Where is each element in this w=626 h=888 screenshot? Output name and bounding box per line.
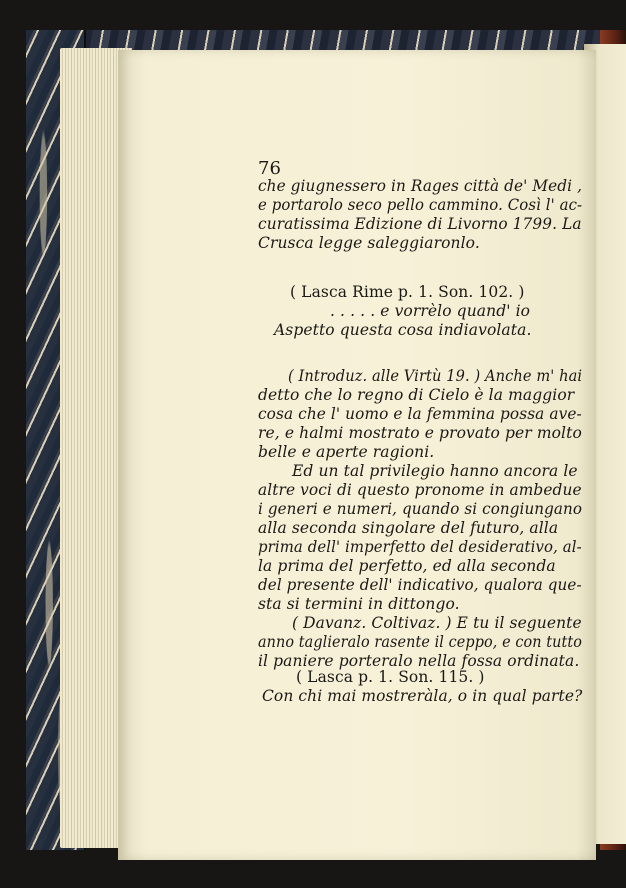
text-line: altre voci di questo pronome in ambedue — [258, 481, 582, 499]
text-line: ( Introduz. alle Virtù 19. ) Anche m' hai — [288, 367, 583, 385]
text-line: prima dell' imperfetto del desiderativo, al- — [258, 538, 582, 556]
text-line: detto che lo regno di Cielo è la maggior — [258, 386, 575, 404]
text-line: curatissima Edizione di Livorno 1799. La — [258, 215, 582, 233]
text-line: re, e halmi mostrato e provato per molto — [258, 424, 582, 442]
citation-line: ( Lasca Rime p. 1. Son. 102. ) — [290, 283, 525, 301]
text-line: i generi e numeri, quando si congiungano — [258, 500, 583, 518]
text-line: la prima del perfetto, ed alla seconda — [258, 557, 556, 575]
citation-line: ( Lasca p. 1. Son. 115. ) — [296, 668, 485, 686]
text-line: del presente dell' indicativo, qualora que- — [258, 576, 582, 594]
text-line: il paniere porteralo nella fossa ordinata. — [258, 652, 580, 670]
text-line: che giugnessero in Rages città de' Medi , — [258, 177, 583, 195]
verse-line: Con chi mai mostreràla, o in qual parte? — [262, 687, 583, 705]
text-line: cosa che l' uomo e la femmina possa ave- — [258, 405, 582, 423]
verse-line: Aspetto questa cosa indiavolata. — [274, 321, 532, 339]
text-line: e portarolo seco pello cammino. Così l' ac- — [258, 196, 583, 214]
text-line: Ed un tal privilegio hanno ancora le — [292, 462, 578, 480]
text-line: anno taglieralo rasente il ceppo, e con tutto — [258, 633, 583, 651]
text-line: Crusca legge saleggiaronlo. — [258, 234, 480, 252]
text-line: alla seconda singolare del futuro, alla — [258, 519, 559, 537]
text-line: sta si termini in dittongo. — [258, 595, 460, 613]
text-line: ( Davanz. Coltivaz. ) E tu il seguente — [292, 614, 582, 632]
text-line: belle e aperte ragioni. — [258, 443, 435, 461]
page-number: 76 — [258, 158, 282, 179]
verse-line: . . . . . e vorrèlo quand' io — [330, 302, 531, 320]
